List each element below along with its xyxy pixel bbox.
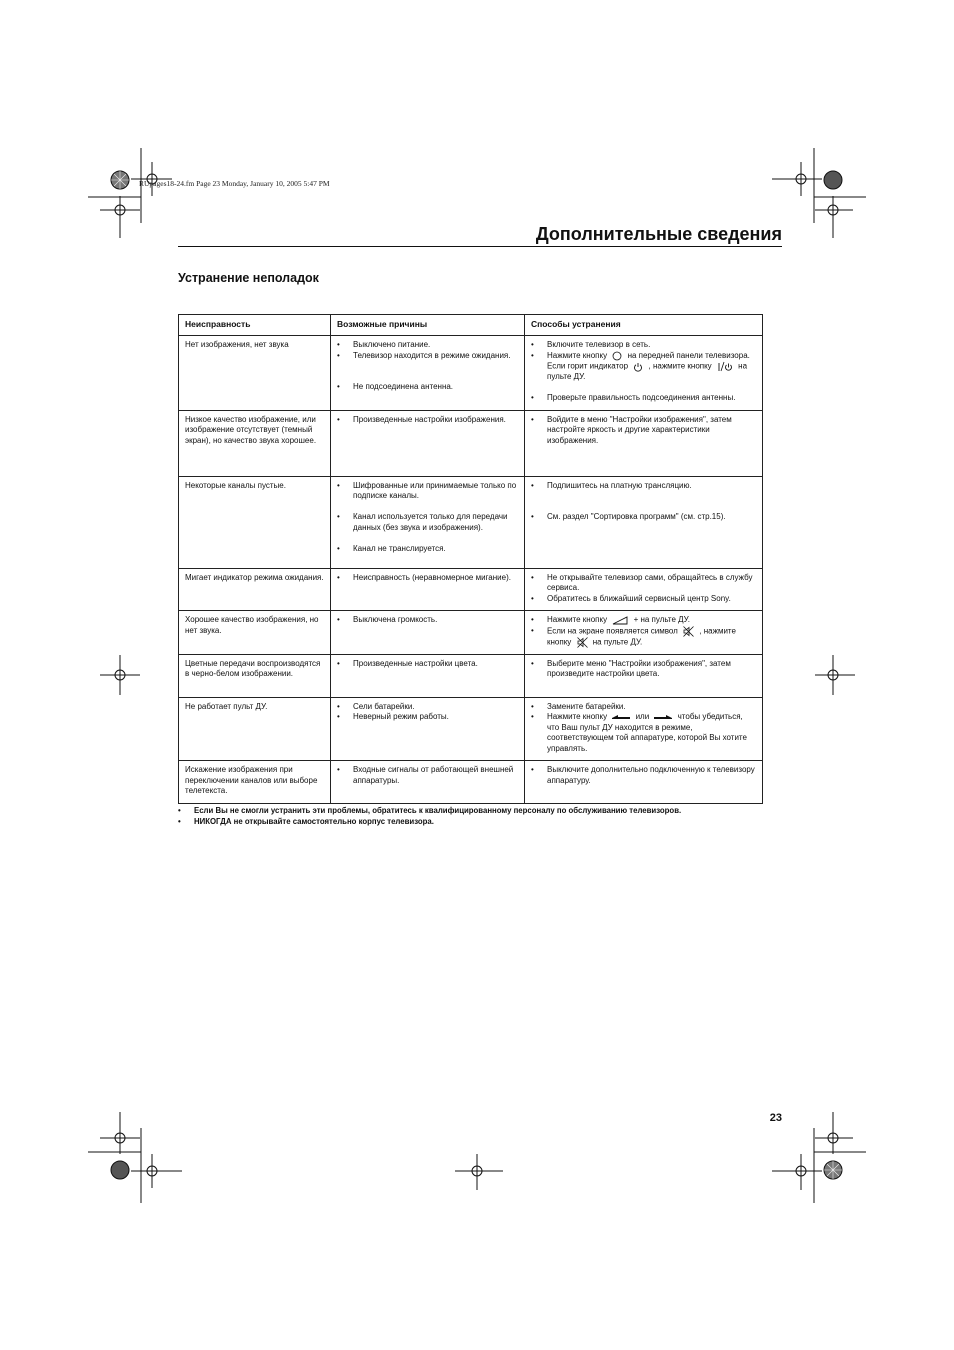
fix-item: • Включите телевизор в сеть. xyxy=(531,340,756,351)
page-number: 23 xyxy=(769,1112,782,1124)
fixes-cell xyxy=(525,761,763,804)
fix-item xyxy=(531,351,756,383)
note-item: • Если Вы не смогли устранить эти проблемы, обратитесь к квалифицированному персоналу по обслуживанию телевизоров. xyxy=(178,805,778,816)
problem-cell: Нет изображения, нет звука xyxy=(179,336,331,411)
fix-text: Нажмите кнопку xyxy=(547,350,608,360)
section-title: Устранение неполадок xyxy=(178,271,319,285)
fix-item: • См. раздел "Сортировка программ" (см. стр.15). xyxy=(531,512,756,523)
fix-text: Нажмите кнопку xyxy=(547,712,608,722)
causes-cell xyxy=(331,697,525,761)
cause-item: • Выключено питание. xyxy=(337,340,518,351)
table-row xyxy=(179,697,763,761)
causes-cell xyxy=(331,476,525,568)
fix-item: • Проверьте правильность подсоединения антенны. xyxy=(531,393,756,404)
column-header-problem: Неисправность xyxy=(179,315,331,336)
fix-item xyxy=(531,712,756,754)
standby-indicator-icon xyxy=(633,362,643,372)
fix-item: • Не открывайте телевизор сами, обращайтесь в службу сервиса. xyxy=(531,573,756,594)
fixes-cell xyxy=(525,697,763,761)
problem-cell: Цветные передачи воспроизводятся в черно-белом изображении. xyxy=(179,654,331,697)
table-row xyxy=(179,654,763,697)
table-row xyxy=(179,568,763,611)
problem-cell: Низкое качество изображение, или изображение отсутствует (темный экран), но качество звука хорошее. xyxy=(179,410,331,476)
causes-cell xyxy=(331,654,525,697)
fixes-cell xyxy=(525,611,763,655)
fix-text: , нажмите кнопку xyxy=(648,361,712,371)
mute-icon xyxy=(577,637,588,648)
fix-text: на передней панели телевизора. Если горит индикатор xyxy=(547,350,750,371)
problem-cell: Мигает индикатор режима ожидания. xyxy=(179,568,331,611)
title-divider xyxy=(178,246,782,247)
problem-cell: Не работает пульт ДУ. xyxy=(179,697,331,761)
column-header-causes: Возможные причины xyxy=(331,315,525,336)
print-header: RUpages18-24.fm Page 23 Monday, January 10, 2005 5:47 PM xyxy=(139,179,330,188)
problem-cell: Хорошее качество изображения, но нет звука. xyxy=(179,611,331,655)
cause-item: • Канал не транслируется. xyxy=(337,544,518,555)
table-row xyxy=(179,336,763,411)
fix-item: • Выберите меню "Настройки изображения", затем произведите настройки цвета. xyxy=(531,659,756,680)
fixes-cell xyxy=(525,476,763,568)
fix-item: • Выключите дополнительно подключенную к телевизору аппаратуру. xyxy=(531,765,756,786)
cause-item: • Входные сигналы от работающей внешней аппаратуры. xyxy=(337,765,518,786)
note-item: • НИКОГДА не открывайте самостоятельно корпус телевизора. xyxy=(178,816,778,827)
fix-text: чтобы убедиться, что Ваш пульт ДУ находится в режиме, соответствующем той аппаратуре, которой Вы хотите управлять. xyxy=(547,712,747,753)
cause-item: • Телевизор находится в режиме ожидания. xyxy=(337,351,518,362)
cause-item: • Произведенные настройки цвета. xyxy=(337,659,518,670)
cause-item: • Сели батарейки. xyxy=(337,702,518,713)
fixes-cell xyxy=(525,336,763,411)
fix-text: на пульте ДУ. xyxy=(592,637,643,647)
troubleshooting-table xyxy=(178,314,763,804)
right-arrow-icon xyxy=(654,714,672,720)
fixes-cell xyxy=(525,654,763,697)
fix-text: , нажмите кнопку xyxy=(547,626,736,647)
power-button-icon xyxy=(612,351,622,361)
causes-cell xyxy=(331,336,525,411)
fixes-cell xyxy=(525,568,763,611)
table-row xyxy=(179,761,763,804)
cause-item: • Произведенные настройки изображения. xyxy=(337,415,518,426)
fixes-cell xyxy=(525,410,763,476)
column-header-fixes: Способы устранения xyxy=(525,315,763,336)
volume-icon xyxy=(612,616,628,625)
fix-text: + на пульте ДУ. xyxy=(633,615,690,625)
fix-item: • Замените батарейки. xyxy=(531,702,756,713)
cause-item: • Не подсоединена антенна. xyxy=(337,382,518,393)
table-row xyxy=(179,410,763,476)
standby-switch-icon xyxy=(717,361,733,372)
fix-text: Нажмите кнопку xyxy=(547,615,608,625)
causes-cell xyxy=(331,410,525,476)
causes-cell xyxy=(331,761,525,804)
cause-item: • Выключена громкость. xyxy=(337,615,518,626)
notes-list xyxy=(178,805,778,827)
fix-item: • Обратитесь в ближайший сервисный центр Sony. xyxy=(531,594,756,605)
cause-item: • Неисправность (неравномерное мигание). xyxy=(337,573,518,584)
fix-text: или xyxy=(635,712,650,722)
mute-icon xyxy=(683,626,694,637)
problem-cell: Некоторые каналы пустые. xyxy=(179,476,331,568)
table-row xyxy=(179,611,763,655)
fix-text: Если на экране появляется символ xyxy=(547,626,678,636)
page-title: Дополнительные сведения xyxy=(535,224,782,244)
fix-item: • Войдите в меню "Настройки изображения", затем настройте яркость и другие характеристики изображения. xyxy=(531,415,756,447)
cause-item: • Неверный режим работы. xyxy=(337,712,518,723)
causes-cell xyxy=(331,611,525,655)
causes-cell xyxy=(331,568,525,611)
table-row xyxy=(179,476,763,568)
left-arrow-icon xyxy=(612,714,630,720)
fix-item xyxy=(531,615,756,626)
fix-item: • Подпишитесь на платную трансляцию. xyxy=(531,481,756,492)
problem-cell: Искажение изображения при переключении каналов или выборе телетекста. xyxy=(179,761,331,804)
cause-item: • Шифрованные или принимаемые только по подписке каналы. xyxy=(337,481,518,502)
table-header-row xyxy=(179,315,763,336)
fix-item xyxy=(531,626,756,648)
cause-item: • Канал используется только для передачи данных (без звука и изображения). xyxy=(337,512,518,533)
fix-text: на пульте ДУ. xyxy=(547,361,748,382)
